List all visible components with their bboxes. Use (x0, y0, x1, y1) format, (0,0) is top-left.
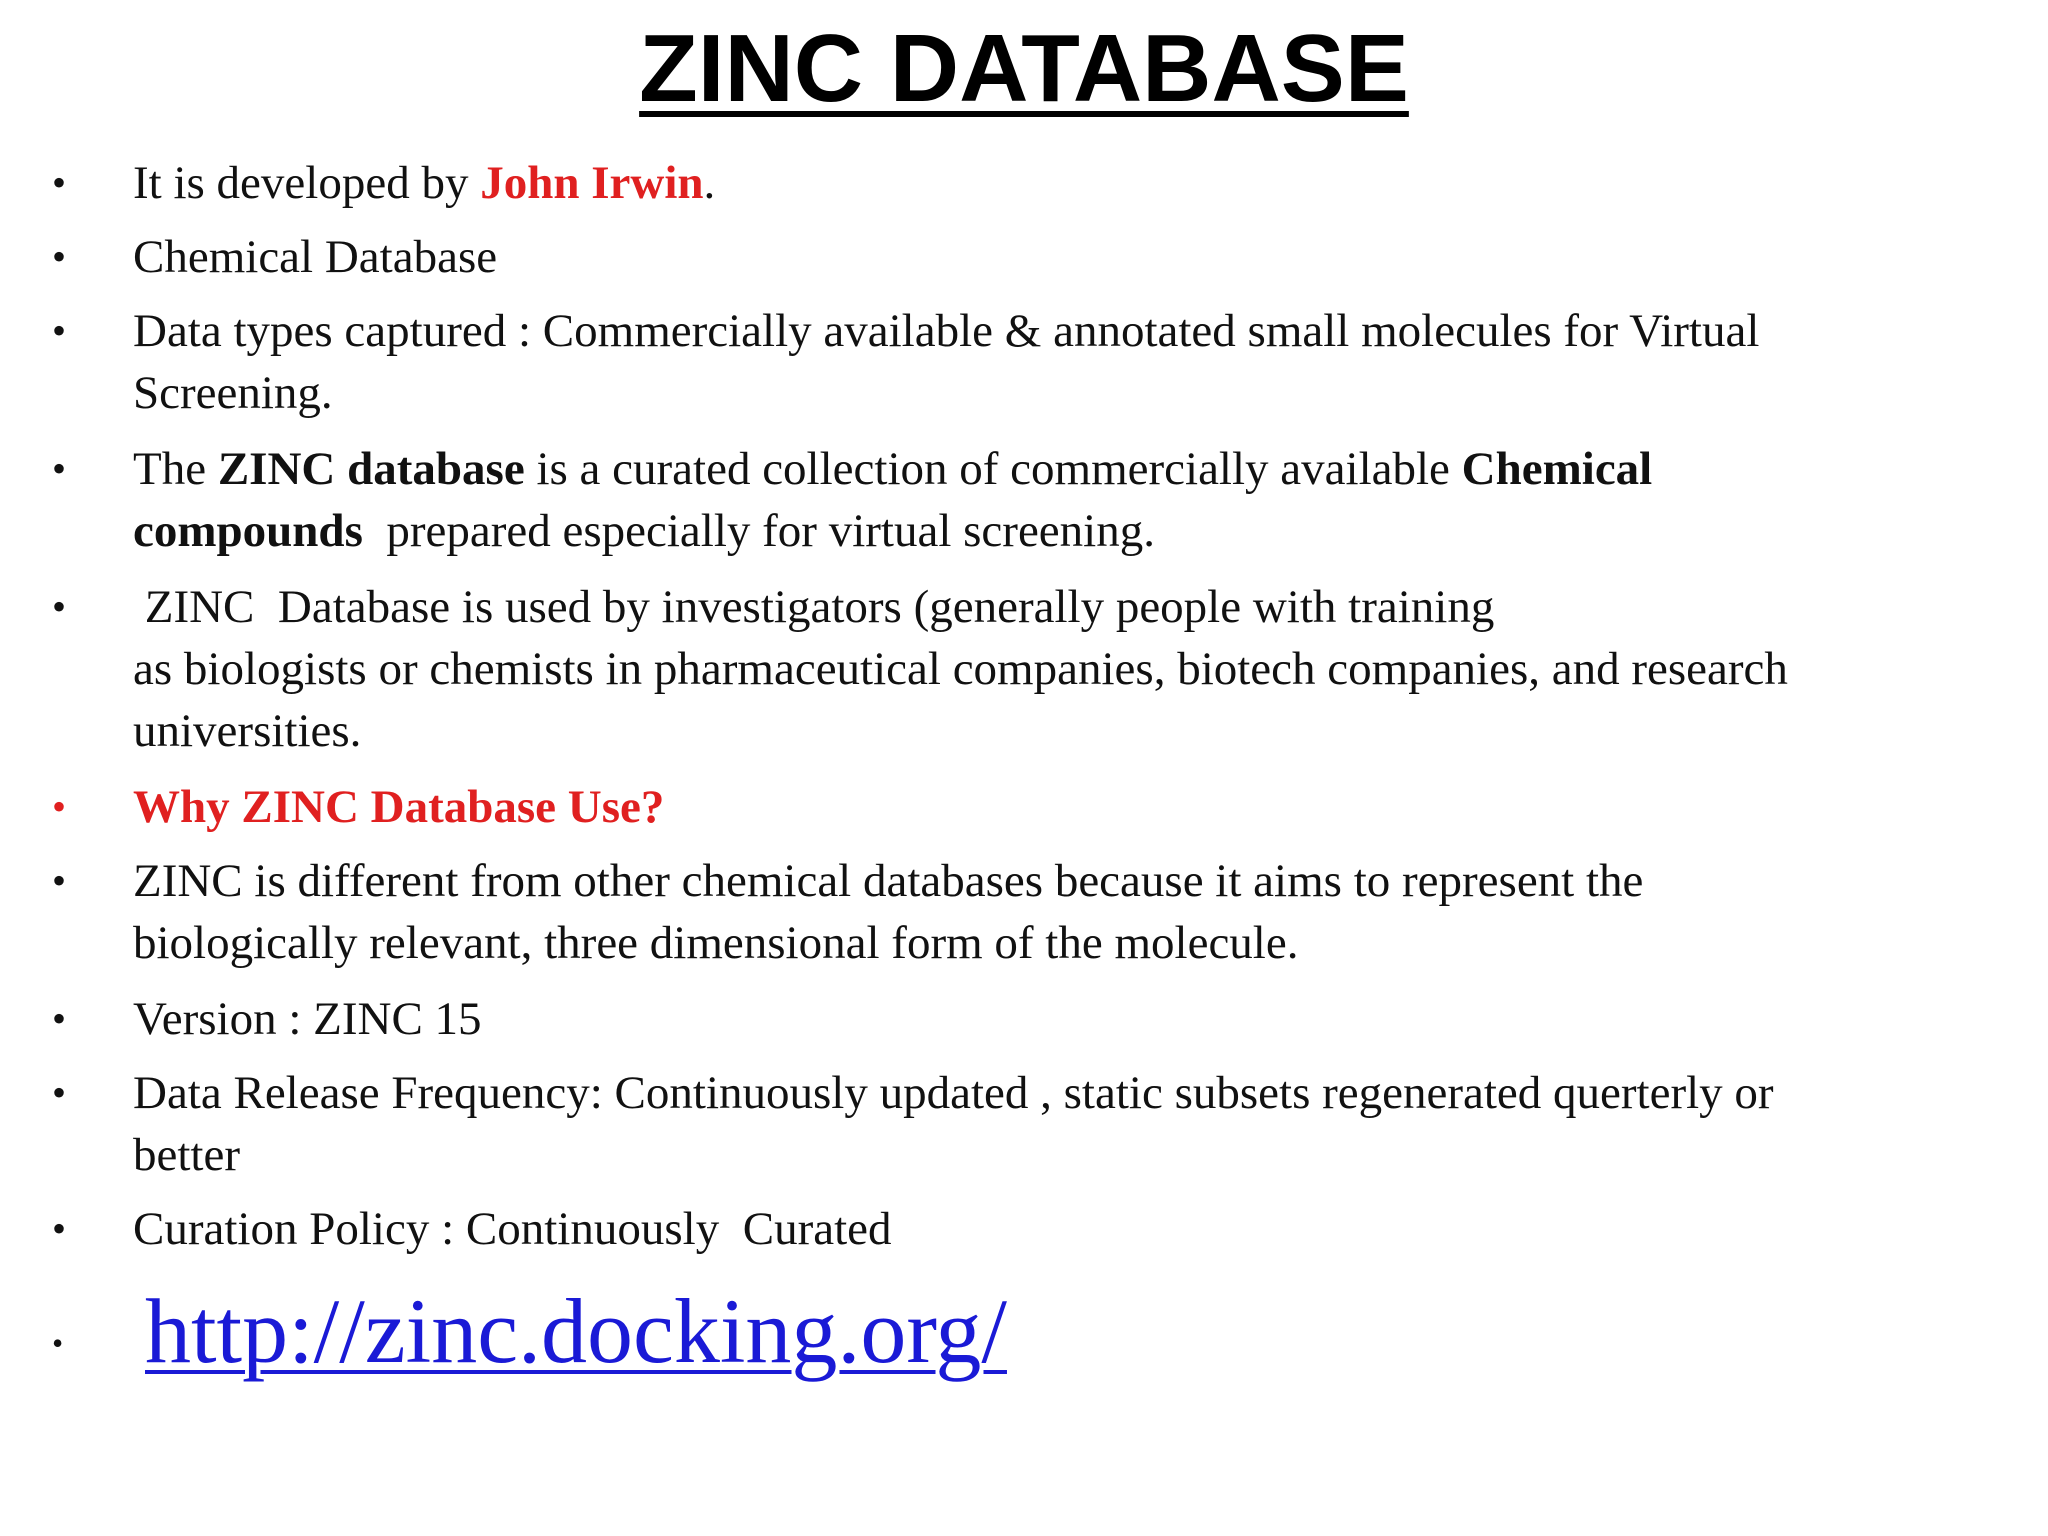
developer-prefix: It is developed by (133, 157, 481, 209)
bullet-glyph: • (52, 996, 67, 1041)
release-line-2: better (133, 1129, 240, 1181)
zinc-website-link[interactable]: http://zinc.docking.org/ (145, 1280, 1007, 1382)
list-item-difference (133, 850, 1983, 974)
difference-line-2: biologically relevant, three dimensional form of the molecule. (133, 917, 1299, 969)
bullet-glyph: • (52, 784, 67, 829)
list-item-why-zinc: Why ZINC Database Use? (133, 781, 665, 833)
curated-bold-compounds: compounds (133, 505, 363, 557)
developer-suffix: . (703, 157, 716, 209)
list-item-data-types (133, 300, 1983, 424)
curated-line-1 (133, 438, 1983, 500)
bullet-glyph: • (52, 308, 67, 353)
list-item-curated-collection (133, 438, 1983, 562)
investigators-line-1: ZINC Database is used by investigators (generally people with training (133, 581, 1495, 633)
curated-middle: is a curated collection of commercially available (524, 443, 1462, 495)
release-line-1: Data Release Frequency: Continuously updated , static subsets regenerated querterly or (133, 1067, 1774, 1119)
investigators-line-3: universities. (133, 705, 362, 757)
bullet-glyph: • (52, 858, 67, 903)
bullet-glyph: • (52, 1206, 67, 1251)
curated-bold-zinc: ZINC database (217, 443, 525, 495)
curated-suffix: prepared especially for virtual screening. (362, 505, 1155, 557)
slide-title-text: ZINC DATABASE (639, 15, 1409, 122)
bullet-glyph: • (52, 446, 67, 491)
curated-bold-chemical: Chemical (1461, 443, 1653, 495)
bullet-glyph: • (52, 1070, 67, 1115)
list-item-curation-policy: Curation Policy : Continuously Curated (133, 1203, 892, 1255)
data-types-line-1: Data types captured : Commercially available & annotated small molecules for Virtual (133, 305, 1760, 357)
bullet-glyph: • (52, 584, 67, 629)
bullet-glyph: • (52, 1325, 64, 1361)
curated-line-2 (133, 500, 1983, 562)
curated-prefix: The (133, 443, 218, 495)
data-types-line-2: Screening. (133, 367, 333, 419)
list-item-investigators (133, 576, 1983, 762)
bullet-glyph: • (52, 234, 67, 279)
list-item-release-frequency (133, 1062, 1983, 1186)
list-item-link (145, 1276, 1995, 1386)
list-item-version: Version : ZINC 15 (133, 993, 482, 1045)
bullet-glyph: • (52, 160, 67, 205)
slide-title (0, 14, 2048, 124)
difference-line-1: ZINC is different from other chemical databases because it aims to represent the (133, 855, 1644, 907)
list-item-developer (133, 152, 1983, 214)
investigators-line-2: as biologists or chemists in pharmaceutical companies, biotech companies, and research (133, 643, 1788, 695)
list-item-chemical-database: Chemical Database (133, 231, 498, 283)
developer-name: John Irwin (480, 157, 704, 209)
